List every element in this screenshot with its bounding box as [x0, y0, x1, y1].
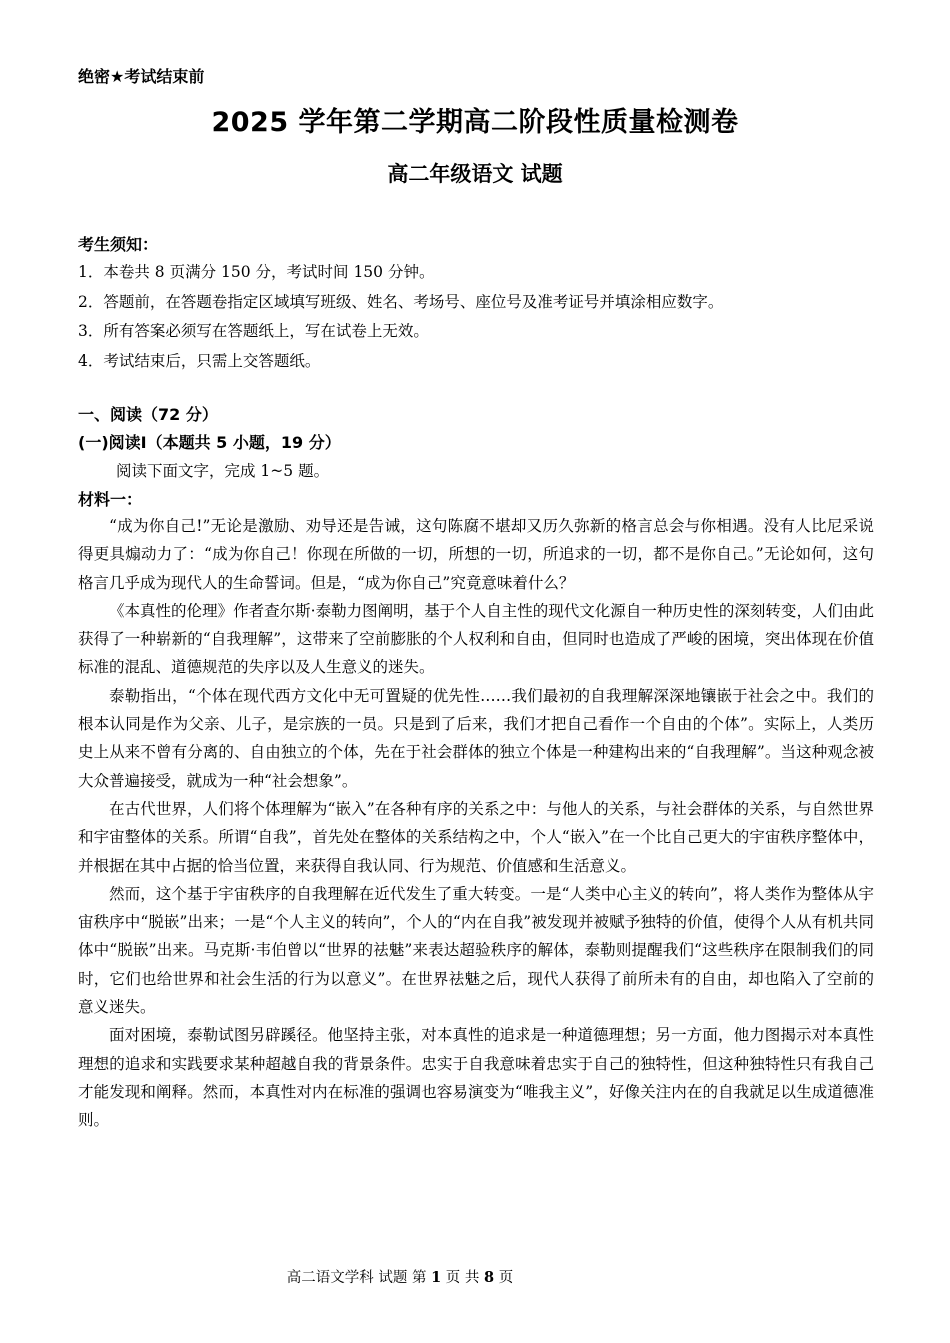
reading-passage: [78, 512, 874, 1135]
footer-prefix: 高二语文学科 试题 第: [286, 1270, 427, 1286]
subsection-heading: (一)阅读Ⅰ（本题共 5 小题，19 分）: [78, 433, 341, 452]
notice-list: [78, 258, 878, 376]
passage-paragraph: 泰勒指出，“个体在现代西方文化中无可置疑的优先性……我们最初的自我理解深深地镶嵌于社会之中。我们的根本认同是作为父亲、儿子，是宗族的一员。只是到了后来，我们才把自己看作一个自由的个体”。实际上，人类历史上从来不曾有分离的、自由独立的个体，先在于社会群体的独立个体是一种建构出来的“自我理解”。当这种观念被大众普遍接受，就成为一种“社会想象”。: [78, 686, 874, 790]
page-footer: [0, 1266, 800, 1287]
material-heading: 材料一：: [78, 490, 143, 509]
exam-subtitle: 高二年级语文 试题: [387, 162, 563, 186]
footer-middle: 页 共: [445, 1270, 480, 1286]
notice-item: 2．答题前，在答题卷指定区域填写班级、姓名、考场号、座位号及准考证号并填涂相应数字。: [78, 292, 724, 311]
notice-item: 4．考试结束后，只需上交答题纸。: [78, 351, 321, 370]
passage-paragraph: 《本真性的伦理》作者查尔斯·泰勒力图阐明，基于个人自主性的现代文化源自一种历史性的深刻转变，人们由此获得了一种崭新的“自我理解”，这带来了空前膨胀的个人权利和自由，但同时也造成了严峻的困境，突出体现在价值标准的混乱、道德规范的失序以及人生意义的迷失。: [78, 601, 874, 677]
passage-paragraph: 然而，这个基于宇宙秩序的自我理解在近代发生了重大转变。一是“人类中心主义的转向”，将人类作为整体从宇宙秩序中“脱嵌”出来；一是“个人主义的转向”，个人的“内在自我”被发现并被赋予独特的价值，使得个人从有机共同体中“脱嵌”出来。马克斯·韦伯曾以“世界的祛魅”来表达超验秩序的解体，泰勒则提醒我们“这些秩序在限制我们的同时，它们也给世界和社会生活的行为以意义”。在世界祛魅之后，现代人获得了前所未有的自由，却也陷入了空前的意义迷失。: [78, 884, 874, 1017]
page-total: 8: [484, 1269, 495, 1286]
page-number: 1: [431, 1269, 442, 1286]
notice-item: 1．本卷共 8 页满分 150 分，考试时间 150 分钟。: [78, 263, 435, 281]
exam-title: 2025 学年第二学期高二阶段性质量检测卷: [211, 107, 739, 138]
footer-suffix: 页: [498, 1270, 514, 1286]
confidential-label: 绝密★考试结束前: [78, 67, 205, 86]
notice-item: 3．所有答案必须写在答题纸上，写在试卷上无效。: [78, 322, 429, 340]
notice-heading: 考生须知：: [78, 235, 159, 254]
passage-paragraph: 面对困境，泰勒试图另辟蹊径。他坚持主张，对本真性的追求是一种道德理想；另一方面，他力图揭示对本真性理想的追求和实践要求某种超越自我的背景条件。忠实于自我意味着忠实于自己的独特性，但这种独特性只有我自己才能发现和阐释。然而，本真性对内在标准的强调也容易演变为“唯我主义”，好像关注内在的自我就足以生成道德准则。: [78, 1026, 874, 1130]
instruction-text: 阅读下面文字，完成 1~5 题。: [116, 462, 330, 480]
passage-paragraph: 在古代世界，人们将个体理解为“嵌入”在各种有序的关系之中：与他人的关系，与社会群体的关系，与自然世界和宇宙整体的关系。所谓“自我”，首先处在整体的关系结构之中，个人“嵌入”在一个比自己更大的宇宙秩序整体中，并根据在其中占据的恰当位置，来获得自我认同、行为规范、价值感和生活意义。: [78, 799, 874, 875]
passage-paragraph: “成为你自己!”无论是激励、劝导还是告诫，这句陈腐不堪却又历久弥新的格言总会与你相遇。没有人比尼采说得更具煽动力了：“成为你自己！你现在所做的一切，所想的一切，所追求的一切，都不是你自己。”无论如何，这句格言几乎成为现代人的生命誓词。但是，“成为你自己”究竟意味着什么？: [78, 517, 874, 592]
section-heading: 一、阅读（72 分）: [78, 405, 218, 424]
